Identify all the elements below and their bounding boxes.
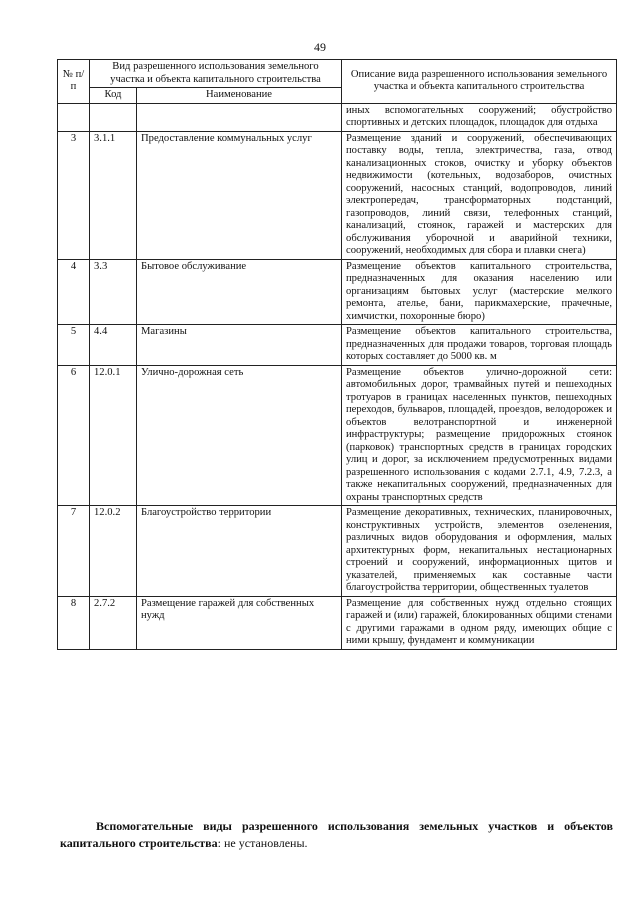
row-num: 6 [58, 365, 90, 506]
table-row [58, 596, 617, 649]
row-name: Благоустройство территории [137, 506, 342, 597]
row-description: Размещение объектов капитального строительства, предназначенных для оказания населению или организациям бытовых услуг (мастерские мелкого ремонта, ателье, бани, парикмахерские, прачечные, химчистки, похоронные бюро) [342, 259, 617, 325]
row-description: Размещение объектов улично-дорожной сети: автомобильных дорог, трамвайных путей и пешеходных тротуаров в границах населенных пунктов, пешеходных переходов, бульваров, площадей, проездов, велодорожек и объектов велотранспортной и инженерной инфраструктуры; размещение придорожных стоянок (парковок) транспортных средств в границах городских улиц и дорог, за исключением предусмотренных видами разрешенного использования с кодами 2.7.1, 4.9, 7.2.3, а также некапитальных сооружений, предназначенных для охраны транспортных средств [342, 365, 617, 506]
row-name: Магазины [137, 325, 342, 366]
row-description: Размещение для собственных нужд отдельно стоящих гаражей и (или) гаражей, блокированных общими стенами с другими гаражами в одном ряду, имеющих общие с ними крышу, фундамент и коммуникации [342, 596, 617, 649]
row-num [58, 103, 90, 131]
row-num: 5 [58, 325, 90, 366]
row-num: 7 [58, 506, 90, 597]
row-code: 12.0.2 [90, 506, 137, 597]
row-name: Размещение гаражей для собственных нужд [137, 596, 342, 649]
footer-bold-text: Вспомогательные виды разрешенного использования земельных участков и объектов капитального строительства [60, 819, 613, 851]
row-code: 2.7.2 [90, 596, 137, 649]
row-code: 4.4 [90, 325, 137, 366]
header-code: Код [90, 88, 137, 104]
table-row [58, 325, 617, 366]
row-name: Предоставление коммунальных услуг [137, 131, 342, 259]
footer-note [60, 818, 613, 853]
row-code [90, 103, 137, 131]
table-row [58, 103, 617, 131]
land-use-table [57, 59, 617, 650]
table-row [58, 259, 617, 325]
row-num: 4 [58, 259, 90, 325]
row-code: 3.3 [90, 259, 137, 325]
row-description: Размещение зданий и сооружений, обеспечивающих поставку воды, тепла, электричества, газа, отвод канализационных стоков, очистку и уборку объектов недвижимости (котельных, водозаборов, очистных сооружений, насосных станций, водопроводов, линий электропередач, трансформаторных подстанций, газопроводов, линий связи, телефонных станций, канализаций, стоянок, гаражей и мастерских для обслуживания уборочной и аварийной техники, сооружений, необходимых для сбора и плавки снега) [342, 131, 617, 259]
row-num: 3 [58, 131, 90, 259]
header-num: № п/п [58, 60, 90, 104]
header-type-group: Вид разрешенного использования земельного участка и объекта капитального строительства [90, 60, 342, 88]
row-name: Улично-дорожная сеть [137, 365, 342, 506]
page-number: 49 [314, 40, 326, 54]
row-name [137, 103, 342, 131]
table-header-row [58, 60, 617, 88]
row-code: 12.0.1 [90, 365, 137, 506]
row-description: Размещение объектов капитального строительства, предназначенных для продажи товаров, торговая площадь которых составляет до 5000 кв. м [342, 325, 617, 366]
row-description: иных вспомогательных сооружений; обустройство спортивных и детских площадок, площадок для отдыха [342, 103, 617, 131]
header-name: Наименование [137, 88, 342, 104]
row-description: Размещение декоративных, технических, планировочных, конструктивных устройств, элементов озеленения, различных видов оборудования и оформления, малых архитектурных форм, некапитальных нестационарных строений и сооружений, информационных щитов и указателей, применяемых как составные части благоустройства территории, общественных туалетов [342, 506, 617, 597]
row-num: 8 [58, 596, 90, 649]
header-description: Описание вида разрешенного использования земельного участка и объекта капитального строительства [342, 60, 617, 104]
footer-plain-text: : не установлены. [217, 836, 308, 851]
table-row [58, 506, 617, 597]
table-row [58, 365, 617, 506]
row-code: 3.1.1 [90, 131, 137, 259]
table-row [58, 131, 617, 259]
row-name: Бытовое обслуживание [137, 259, 342, 325]
